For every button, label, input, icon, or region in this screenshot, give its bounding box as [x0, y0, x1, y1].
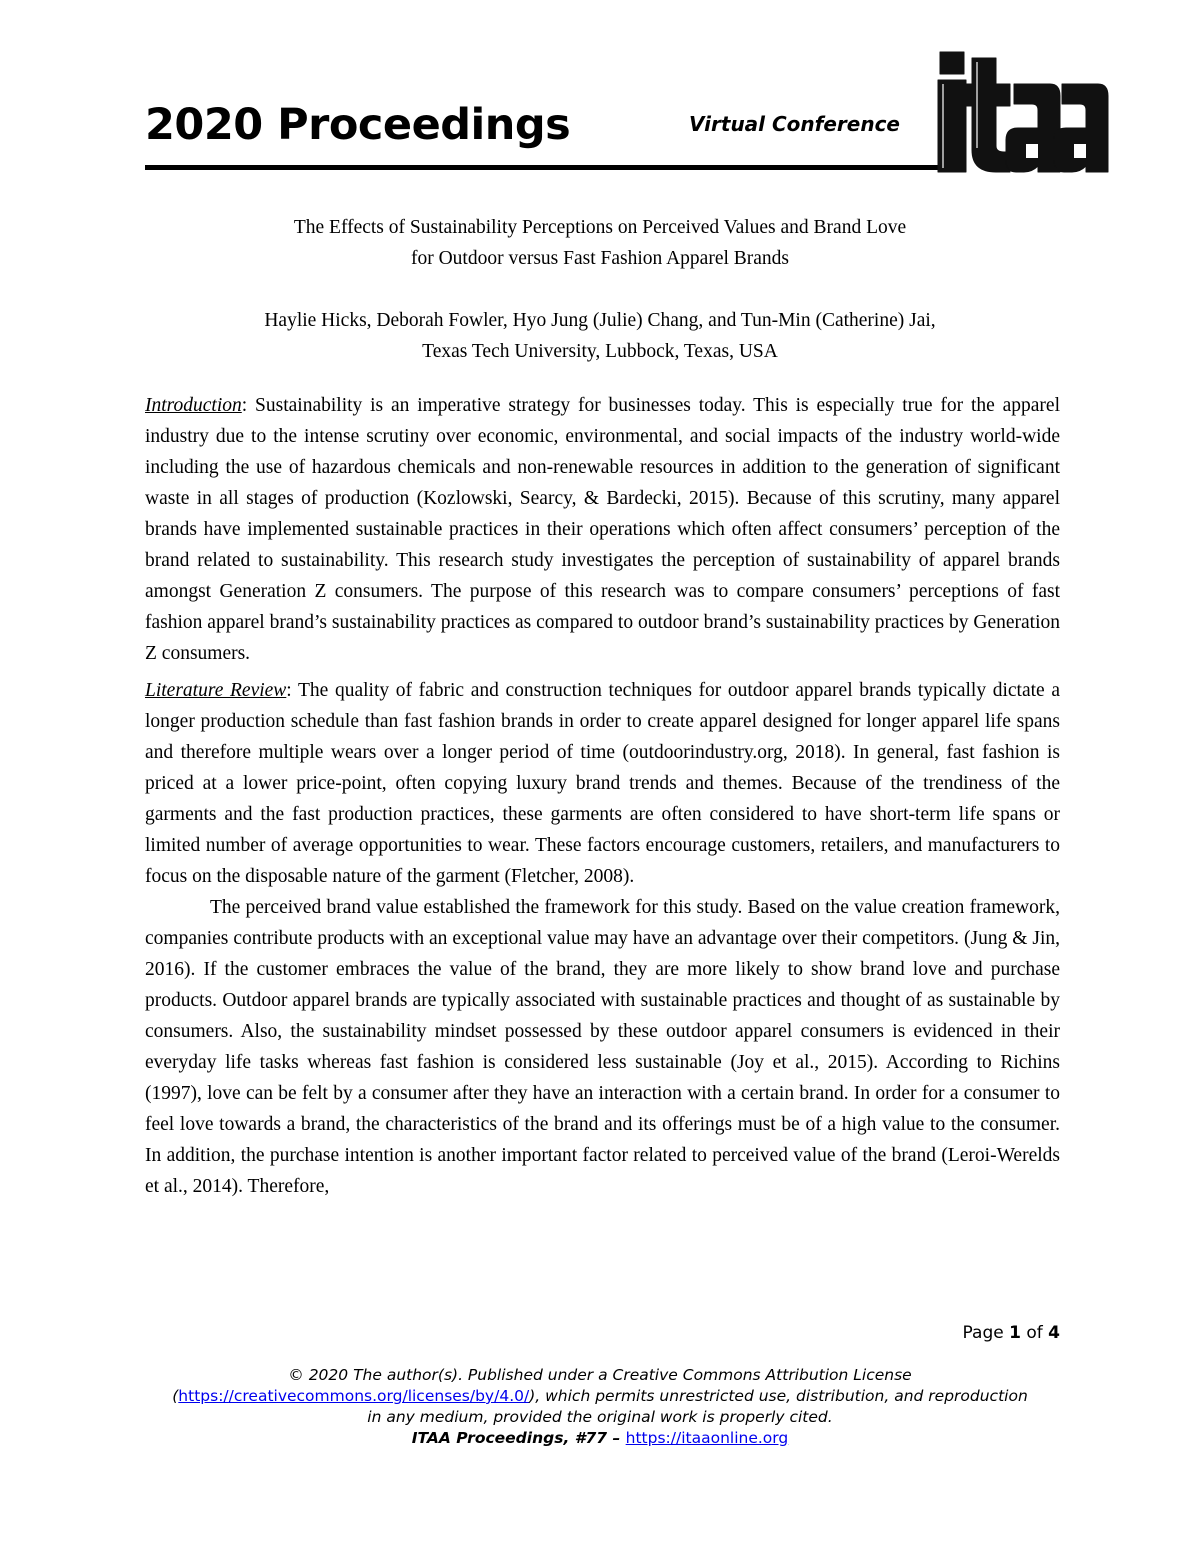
paper-body	[145, 390, 1060, 1202]
page-number	[963, 1320, 1060, 1346]
license-line-3: in any medium, provided the original work is properly cited.	[367, 1408, 833, 1426]
literature-review-paragraph	[145, 675, 1060, 892]
brand-value-paragraph: The perceived brand value established the framework for this study. Based on the value creation framework, companies contribute products with an exceptional value may have an advantage over their competitors. (Jung & Jin, 2016). If the customer embraces the value of the brand, they are more likely to show brand love and purchase products. Outdoor apparel brands are typically associated with sustainable practices and thought of as sustainable by consumers. Also, the sustainability mindset possessed by these outdoor apparel consumers is evidenced in their everyday life tasks whereas fast fashion is considered less sustainable (Joy et al., 2015). According to Richins (1997), love can be felt by a consumer after they have an interaction with a certain brand. In order for a consumer to feel love towards a brand, the characteristics of the brand and its offerings must be of a high value to the consumer. In addition, the purchase intention is another important factor related to perceived value of the brand (Leroi-Werelds et al., 2014). Therefore,	[145, 897, 1060, 1197]
author-block	[145, 305, 1055, 367]
page-label: Page	[962, 1323, 1004, 1343]
proceedings-header	[145, 95, 940, 175]
itaa-site-link[interactable]: https://itaaonline.org	[625, 1429, 789, 1447]
author-affiliation: Texas Tech University, Lubbock, Texas, USA	[422, 341, 778, 362]
license-line-1: © 2020 The author(s). Published under a Creative Commons Attribution License	[288, 1366, 912, 1384]
paper-title	[145, 212, 1055, 274]
paper-title-line-1: The Effects of Sustainability Perceptions on Perceived Values and Brand Love	[293, 217, 907, 238]
page-total: 4	[1048, 1323, 1060, 1343]
page-of: of	[1026, 1323, 1043, 1343]
introduction-colon: :	[241, 395, 248, 416]
license-open-paren: (	[172, 1387, 179, 1405]
itaa-logo	[934, 48, 1109, 184]
literature-review-heading: Literature Review	[145, 680, 287, 701]
virtual-conference-label: Virtual Conference	[689, 112, 900, 136]
proceedings-label: ITAA Proceedings	[411, 1429, 564, 1447]
header-rule	[145, 165, 940, 170]
proceedings-number: , #77 –	[563, 1429, 626, 1447]
literature-review-colon: :	[286, 680, 292, 701]
author-names: Haylie Hicks, Deborah Fowler, Hyo Jung (Julie) Chang, and Tun-Min (Catherine) Jai,	[264, 310, 936, 331]
introduction-heading: Introduction	[145, 395, 242, 416]
proceedings-citation	[100, 1428, 1100, 1449]
license-line-2	[100, 1386, 1100, 1407]
introduction-paragraph	[145, 390, 1060, 669]
proceedings-title: 2020 Proceedings	[145, 100, 571, 150]
license-footer	[100, 1365, 1100, 1449]
page-current: 1	[1009, 1323, 1021, 1343]
paper-title-line-2: for Outdoor versus Fast Fashion Apparel Brands	[410, 248, 790, 269]
literature-review-text: The quality of fabric and construction techniques for outdoor apparel brands typically dictate a longer production schedule than fast fashion brands in order to create apparel designed for longer apparel life spans and therefore multiple wears over a longer period of time (outdoorindustry.org, 2018). In general, fast fashion is priced at a lower price-point, often copying luxury brand trends and themes. Because of the trendiness of the garments and the fast production practices, these garments are often considered to have short-term life spans or limited number of average opportunities to wear. These factors encourage customers, retailers, and manufacturers to focus on the disposable nature of the garment (Fletcher, 2008).	[145, 680, 1060, 887]
license-link[interactable]: https://creativecommons.org/licenses/by/4.0/	[178, 1387, 530, 1405]
license-line-2-rest: ), which permits unrestricted use, distribution, and reproduction	[529, 1387, 1028, 1405]
introduction-text: Sustainability is an imperative strategy for businesses today. This is especially true for the apparel industry due to the intense scrutiny over economic, environmental, and social impacts of the industry world-wide including the use of hazardous chemicals and non-renewable resources in addition to the generation of significant waste in all stages of production (Kozlowski, Searcy, & Bardecki, 2015). Because of this scrutiny, many apparel brands have implemented sustainable practices in their operations which often affect consumers’ perception of the brand related to sustainability. This research study investigates the perception of sustainability of apparel brands amongst Generation Z consumers. The purpose of this research was to compare consumers’ perceptions of fast fashion apparel brand’s sustainability practices as compared to outdoor brand’s sustainability practices by Generation Z consumers.	[145, 395, 1060, 664]
